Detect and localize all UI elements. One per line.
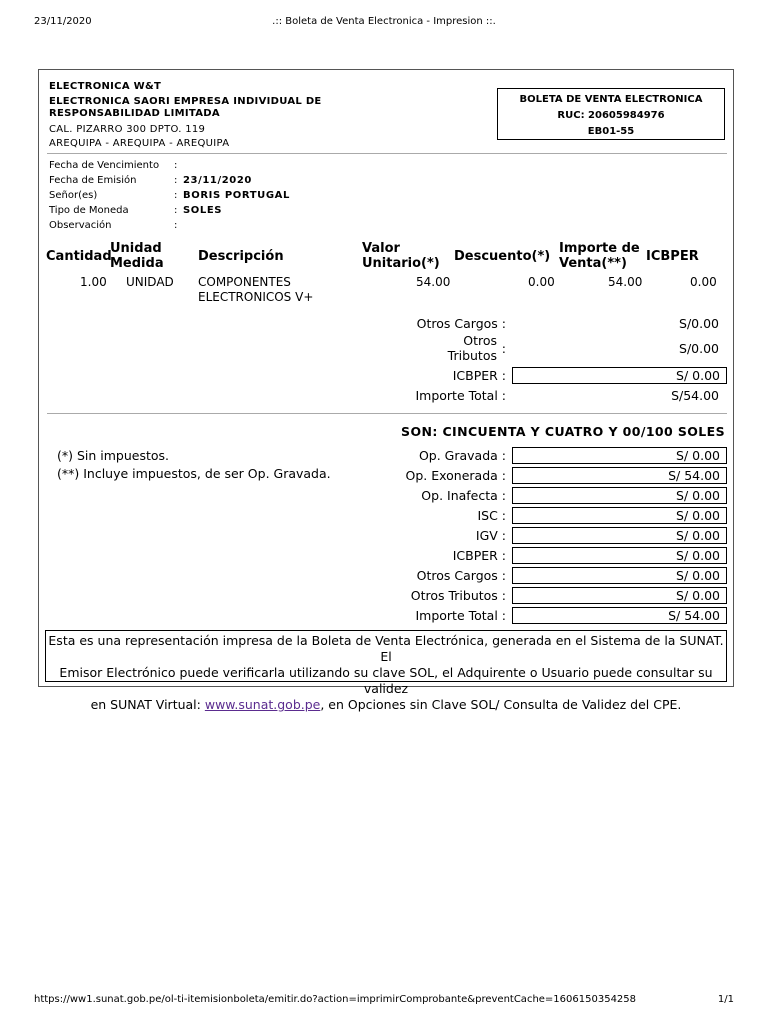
summary-value-op-exonerada: S/ 54.00 xyxy=(512,467,727,484)
label-otros-tributos-line-2: Tributos xyxy=(447,348,497,363)
amount-in-words: SON: CINCUENTA Y CUATRO Y 00/100 SOLES xyxy=(401,424,725,439)
meta-colon: : xyxy=(174,160,178,171)
summary-label-otros-tributos: Otros Tributos : xyxy=(410,588,506,603)
cell-icbper: 0.00 xyxy=(690,275,717,289)
meta-colon: : xyxy=(174,190,178,201)
label-importe-total: Importe Total : xyxy=(415,388,506,403)
receipt-document xyxy=(38,69,734,712)
issuer-address-line-2: AREQUIPA - AREQUIPA - AREQUIPA xyxy=(49,138,230,149)
meta-label-customer: Señor(es) xyxy=(49,190,98,201)
cell-descripcion-line-2: ELECTRONICOS V+ xyxy=(198,290,314,304)
summary-value-op-inafecta: S/ 0.00 xyxy=(512,487,727,504)
meta-value-currency: SOLES xyxy=(183,205,223,216)
disclaimer-text: en SUNAT Virtual: xyxy=(90,697,205,712)
summary-value-isc: S/ 0.00 xyxy=(512,507,727,524)
col-header-valor: Valor xyxy=(362,241,400,256)
meta-label-observation: Observación xyxy=(49,220,112,231)
print-date: 23/11/2020 xyxy=(34,16,92,27)
legal-disclaimer xyxy=(45,630,727,712)
issuer-legal-name-line-1: ELECTRONICA SAORI EMPRESA INDIVIDUAL DE xyxy=(49,96,322,107)
cell-descripcion-line-1: COMPONENTES xyxy=(198,275,291,289)
summary-label-isc: ISC : xyxy=(477,508,506,523)
disclaimer-line-3 xyxy=(46,697,726,713)
summary-label-icbper: ICBPER : xyxy=(452,548,506,563)
divider xyxy=(47,153,727,154)
col-header-icbper: ICBPER xyxy=(646,249,699,264)
col-header-descripcion: Descripción xyxy=(198,249,284,264)
cell-importe: 54.00 xyxy=(608,275,643,289)
issuer-legal-name-line-2: RESPONSABILIDAD LIMITADA xyxy=(49,108,220,119)
summary-label-otros-cargos: Otros Cargos : xyxy=(416,568,506,583)
col-header-importe-venta: Venta(**) xyxy=(559,256,627,271)
cell-valor-unitario: 54.00 xyxy=(416,275,451,289)
disclaimer-text: , en Opciones sin Clave SOL/ Consulta de Validez del CPE. xyxy=(320,697,682,712)
value-importe-total: S/54.00 xyxy=(671,388,719,403)
col-header-importe: Importe de xyxy=(559,241,640,256)
value-otros-cargos: S/0.00 xyxy=(679,316,719,331)
value-otros-tributos: S/0.00 xyxy=(679,341,719,356)
col-header-unidad: Unidad xyxy=(110,241,162,256)
cell-cantidad: 1.00 xyxy=(80,275,107,289)
meta-value-issue-date: 23/11/2020 xyxy=(183,175,252,186)
value-icbper-box: S/ 0.00 xyxy=(512,367,727,384)
col-header-descuento: Descuento(*) xyxy=(454,249,551,264)
col-header-cantidad: Cantidad xyxy=(46,249,112,264)
cell-unidad: UNIDAD xyxy=(126,275,174,289)
print-url: https://ww1.sunat.gob.pe/ol-ti-itemisionboleta/emitir.do?action=imprimirComprobante&preventCache=1606150354258 xyxy=(34,994,637,1005)
meta-colon: : xyxy=(174,175,178,186)
note-sin-impuestos: (*) Sin impuestos. xyxy=(57,448,170,463)
sunat-link[interactable]: www.sunat.gob.pe xyxy=(204,697,321,712)
receipt-type: BOLETA DE VENTA ELECTRONICA xyxy=(519,94,703,105)
meta-value-customer: BORIS PORTUGAL xyxy=(183,190,290,201)
summary-value-icbper: S/ 0.00 xyxy=(512,547,727,564)
disclaimer-line-1: Esta es una representación impresa de la Boleta de Venta Electrónica, generada en el Sistema de la SUNAT. El xyxy=(48,633,724,664)
disclaimer-line-2: Emisor Electrónico puede verificarla utilizando su clave SOL, el Adquirente o Usuario puede consultar su validez xyxy=(59,665,713,696)
issuer-address-line-1: CAL. PIZARRO 300 DPTO. 119 xyxy=(49,124,206,135)
label-otros-tributos-colon: : xyxy=(501,341,506,356)
label-otros-tributos-line-1: Otros xyxy=(463,333,497,348)
receipt-id-box xyxy=(497,88,725,140)
note-incluye-impuestos: (**) Incluye impuestos, de ser Op. Gravada. xyxy=(57,466,331,481)
summary-label-op-gravada: Op. Gravada : xyxy=(418,448,506,463)
meta-label-due-date: Fecha de Vencimiento xyxy=(49,160,160,171)
receipt-ruc: RUC: 20605984976 xyxy=(557,110,665,121)
cell-descuento: 0.00 xyxy=(528,275,555,289)
summary-label-igv: IGV : xyxy=(475,528,506,543)
summary-value-otros-cargos: S/ 0.00 xyxy=(512,567,727,584)
summary-label-op-inafecta: Op. Inafecta : xyxy=(421,488,506,503)
summary-label-importe-total: Importe Total : xyxy=(415,608,506,623)
print-page-count: 1/1 xyxy=(717,994,734,1005)
meta-label-issue-date: Fecha de Emisión xyxy=(49,175,137,186)
summary-value-otros-tributos: S/ 0.00 xyxy=(512,587,727,604)
col-header-valor-unitario: Unitario(*) xyxy=(362,256,440,271)
label-otros-cargos: Otros Cargos : xyxy=(416,316,506,331)
issuer-trade-name: ELECTRONICA W&T xyxy=(49,81,162,92)
receipt-number: EB01-55 xyxy=(587,126,635,137)
summary-value-op-gravada: S/ 0.00 xyxy=(512,447,727,464)
col-header-medida: Medida xyxy=(110,256,164,271)
divider xyxy=(47,413,727,414)
summary-value-importe-total: S/ 54.00 xyxy=(512,607,727,624)
label-icbper: ICBPER : xyxy=(452,368,506,383)
print-title: .:: Boleta de Venta Electronica - Impresion ::. xyxy=(272,16,496,27)
meta-colon: : xyxy=(174,205,178,216)
summary-label-op-exonerada: Op. Exonerada : xyxy=(405,468,506,483)
meta-label-currency: Tipo de Moneda xyxy=(49,205,129,216)
summary-value-igv: S/ 0.00 xyxy=(512,527,727,544)
meta-colon: : xyxy=(174,220,178,231)
